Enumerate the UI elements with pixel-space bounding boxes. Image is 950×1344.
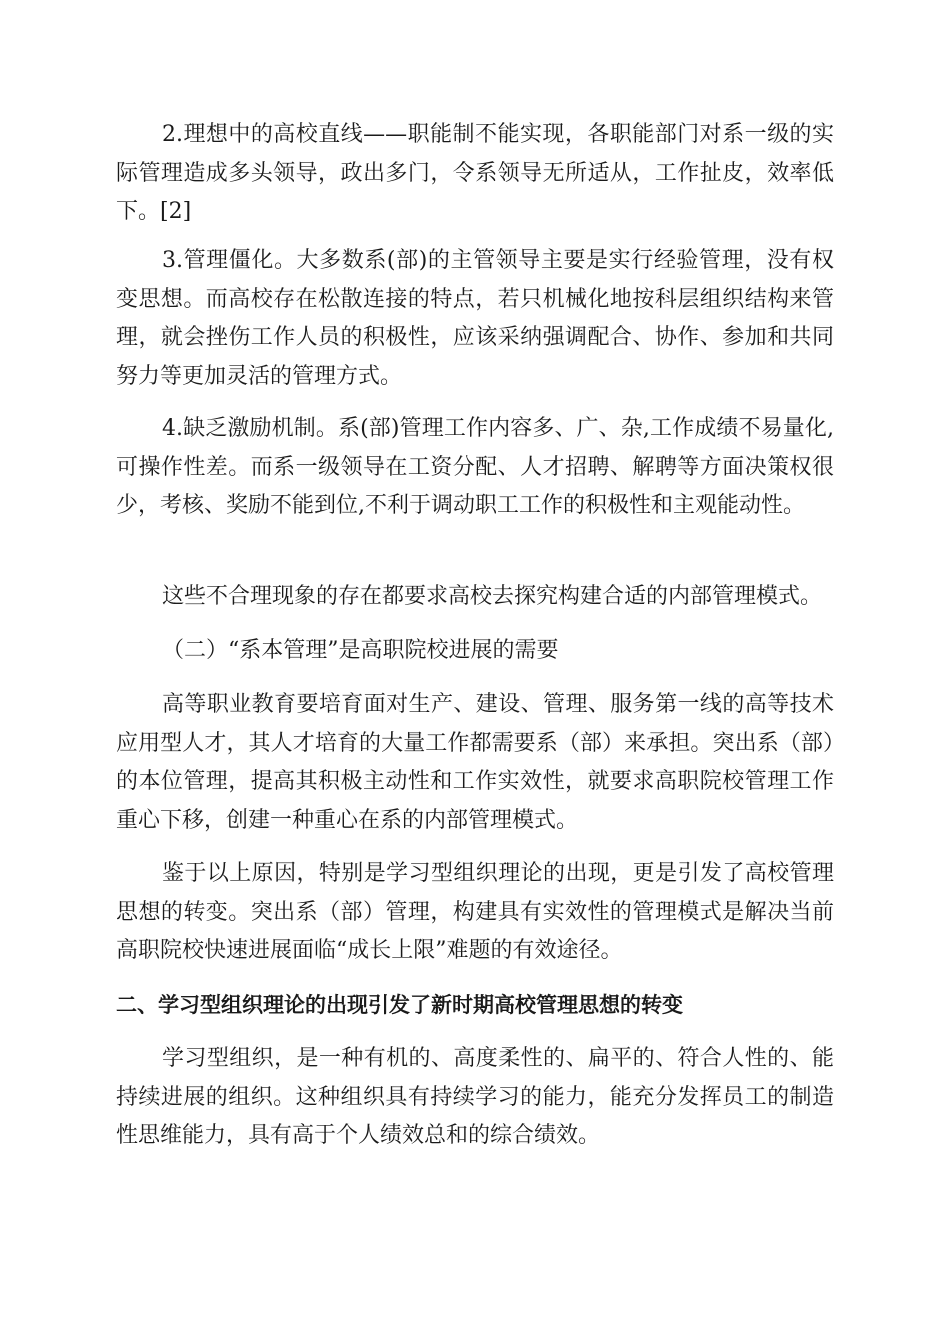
paragraph-learning-organization: 学习型组织，是一种有机的、高度柔性的、扁平的、符合人性的、能持续进展的组织。这种组织具有持续学习的能力，能充分发挥员工的制造性思维能力，具有高于个人绩效总和的综合绩效。 [116,1046,834,1148]
paragraph-vocational-education: 高等职业教育要培育面对生产、建设、管理、服务第一线的高等技术应用型人才，其人才培育的大量工作都需要系（部）来承担。突出系（部）的本位管理，提高其积极主动性和工作实效性，就要求高职院校管理工作重心下移，创建一种重心在系的内部管理模式。 [116,692,834,833]
paragraph-item-2: 2.理想中的高校直线——职能制不能实现，各职能部门对系一级的实际管理造成多头领导，政出多门，令系领导无所适从，工作扯皮，效率低下。[2] [116,122,834,224]
subheading: （二）“系本管理”是高职院校进展的需要 [162,638,559,663]
paragraph-summary: 这些不合理现象的存在都要求高校去探究构建合适的内部管理模式。 [162,584,823,609]
paragraph-reasons: 鉴于以上原因，特别是学习型组织理论的出现，更是引发了高校管理思想的转变。突出系（部）管理，构建具有实效性的管理模式是解决当前高职院校快速进展面临“成长上限”难题的有效途径。 [116,861,834,963]
section-heading: 二、学习型组织理论的出现引发了新时期高校管理思想的转变 [116,993,683,1017]
paragraph-item-3: 3.管理僵化。大多数系(部)的主管领导主要是实行经验管理，没有权变思想。而高校存在松散连接的特点，若只机械化地按科层组织结构来管理，就会挫伤工作人员的积极性，应该采纳强调配合、协作、参加和共同努力等更加灵活的管理方式。 [116,248,834,389]
paragraph-item-4: 4.缺乏激励机制。系(部)管理工作内容多、广、杂,工作成绩不易量化,可操作性差。而系一级领导在工资分配、人才招聘、解聘等方面决策权很少，考核、奖励不能到位,不利于调动职工工作的积极性和主观能动性。 [116,416,834,518]
